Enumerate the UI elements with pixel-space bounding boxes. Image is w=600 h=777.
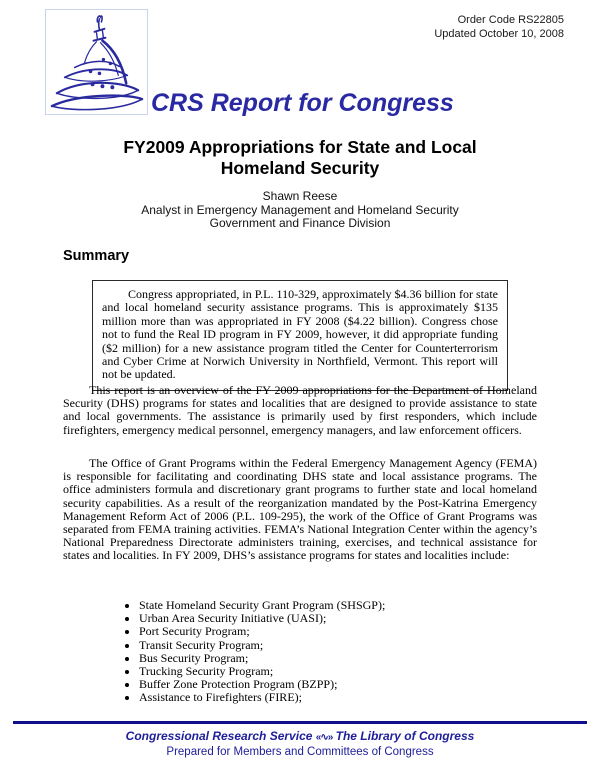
updated-date: Updated October 10, 2008 <box>434 28 564 40</box>
footer-divider <box>13 721 587 724</box>
summary-text: Congress appropriated, in P.L. 110-329, approximately $4.36 billion for state and local homeland security assistance programs. This is approximately $135 million more than was appropriated in FY 2008 ($4.22 billion). Congress chose not to fund the Real ID program in FY 2009, however, it did appropriate funding ($2 million) for a new assistance program titled the Center for Counterterrorism and Cyber Crime at Norwich University in Northfield, Vermont. This report will not be updated. <box>102 287 498 382</box>
author-role: Analyst in Emergency Management and Homeland Security <box>141 202 459 217</box>
bullet-item: • State Homeland Security Grant Program (SHSGP); <box>139 599 515 612</box>
program-bullet-list <box>125 599 515 705</box>
author-name: Shawn Reese <box>262 189 338 203</box>
author-block <box>0 190 600 231</box>
bullet-item: • Assistance to Firefighters (FIRE); <box>139 691 515 704</box>
body-paragraph <box>63 384 537 437</box>
brand-title: CRS Report for Congress <box>151 89 454 117</box>
bullet-item: • Trucking Security Program; <box>139 665 515 678</box>
report-title-text: FY2009 Appropriations for State and Local Homeland Security <box>123 137 477 178</box>
bullet-item: • Transit Security Program; <box>139 639 515 652</box>
bullet-item: • Buffer Zone Protection Program (BZPP); <box>139 678 515 691</box>
bullet-item: • Urban Area Security Initiative (UASI); <box>139 612 515 625</box>
body-paragraph-text: The Office of Grant Programs within the Federal Emergency Management Agency (FEMA) is responsible for facilitating and coordinating DHS state and local assistance programs. The office administers formula and discretionary grant programs to further state and local homeland security capabilities. As a result of the reorganization mandated by the Post-Katrina Emergency Management Reform Act of 2006 (P.L. 109-295), the work of the Office of Grant Programs was separated from FEMA training activities. FEMA’s National Integration Center within the agency’s National Preparedness Directorate administers training, exercises, and technical assistance for states and localities. In FY 2009, DHS’s assistance programs for states and localities include: <box>63 456 537 563</box>
author-division: Government and Finance Division <box>209 216 391 230</box>
footer-loc-label: The Library of Congress <box>335 729 475 743</box>
footer-ornament-icon: «∿» <box>315 732 333 743</box>
footer-crs-label: Congressional Research Service <box>125 729 313 743</box>
body-paragraph <box>63 457 537 563</box>
bullet-item: • Port Security Program; <box>139 625 515 638</box>
bullet-item: • Bus Security Program; <box>139 652 515 665</box>
order-code-block <box>434 13 564 41</box>
body-paragraph-text: This report is an overview of the FY 2009 appropriations for the Department of Homeland Security (DHS) programs for states and localities that are designed to provide assistance to state and local governments. The assistance is primarily used by first responders, which include firefighters, emergency medical personnel, emergency managers, and law enforcement officers. <box>63 383 537 437</box>
footer <box>0 729 600 759</box>
footer-tagline: Prepared for Members and Committees of Congress <box>166 746 434 758</box>
capitol-dome-icon <box>45 9 148 115</box>
report-title <box>0 137 600 179</box>
summary-heading: Summary <box>63 248 130 264</box>
order-code: Order Code RS22805 <box>457 14 564 26</box>
summary-box <box>92 280 508 391</box>
footer-line-1 <box>0 729 600 745</box>
